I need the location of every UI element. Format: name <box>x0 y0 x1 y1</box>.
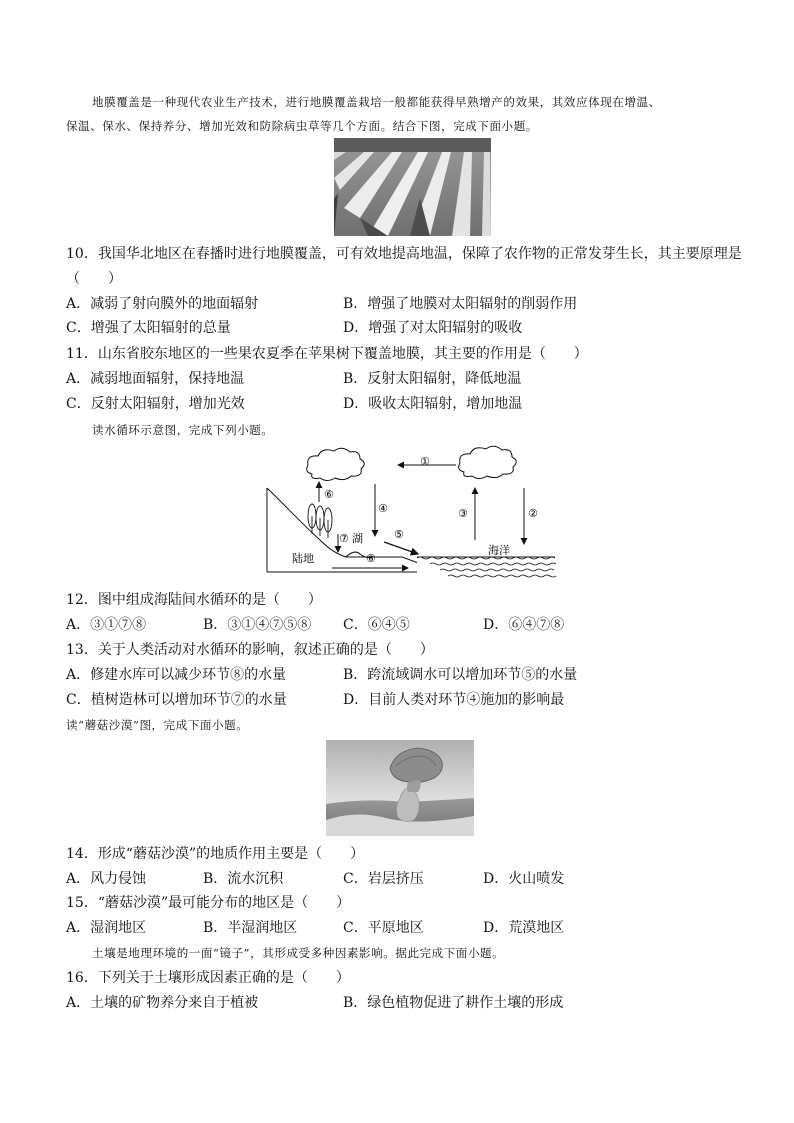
water-cycle-diagram <box>262 444 562 580</box>
intro-mulch-line2: 保温、保水、保持养分、增加光效和防除病虫草等几个方面。结合下图，完成下面小题。 <box>66 119 538 133</box>
q13-option-c[interactable]: C．植树造林可以增加环节⑦的水量 <box>66 692 287 708</box>
tree-icon <box>308 504 332 538</box>
q15-stem: 15．“蘑菇沙漠”最可能分布的地区是（ ） <box>66 895 351 911</box>
q13-option-d[interactable]: D．目前人类对环节④施加的影响最 <box>343 692 565 708</box>
q10-stem-line2: （ ） <box>66 271 122 287</box>
q12-option-d[interactable]: D．⑥④⑦⑧ <box>483 617 565 633</box>
q14-option-b[interactable]: B．流水沉积 <box>203 871 284 887</box>
intro-mushroom-rock: 读“蘑菇沙漠”图，完成下面小题。 <box>66 718 249 732</box>
label-lake: 湖 <box>352 532 363 545</box>
q16-option-a[interactable]: A．土壤的矿物养分来自于植被 <box>66 995 259 1011</box>
q12-option-a[interactable]: A．③①⑦⑧ <box>66 617 147 633</box>
q14-option-c[interactable]: C．岩层挤压 <box>343 871 424 887</box>
label-1: ① <box>420 455 430 468</box>
land-cloud <box>307 448 365 480</box>
q12-option-b[interactable]: B．③①④⑦⑤⑧ <box>203 617 312 633</box>
q14-stem: 14．形成“蘑菇沙漠”的地质作用主要是（ ） <box>66 846 365 862</box>
label-5: ⑤ <box>394 528 404 541</box>
q14-option-d[interactable]: D．火山喷发 <box>483 871 565 887</box>
mushroom-rock-photo <box>326 740 474 836</box>
plastic-mulch-field-photo <box>334 138 491 236</box>
q13-option-a[interactable]: A．修建水库可以减少环节⑧的水量 <box>66 667 287 683</box>
q12-stem: 12．图中组成海陆间水循环的是（ ） <box>66 592 322 608</box>
q11-option-c[interactable]: C．反射太阳辐射，增加光效 <box>66 396 245 412</box>
q11-option-a[interactable]: A．减弱地面辐射，保持地温 <box>66 371 245 387</box>
intro-mulch-line1: 地膜覆盖是一种现代农业生产技术，进行地膜覆盖栽培一般都能获得早熟增产的效果，其效应体现在增温、 <box>92 95 661 109</box>
q15-option-a[interactable]: A．湿润地区 <box>66 920 147 936</box>
q11-option-b[interactable]: B．反射太阳辐射，降低地温 <box>343 371 522 387</box>
q16-option-b[interactable]: B．绿色植物促进了耕作土壤的形成 <box>343 995 564 1011</box>
label-3: ③ <box>458 507 468 520</box>
q15-option-d[interactable]: D．荒漠地区 <box>483 920 565 936</box>
q13-stem: 13．关于人类活动对水循环的影响，叙述正确的是（ ） <box>66 642 434 658</box>
label-6: ⑥ <box>324 488 334 501</box>
q11-stem: 11．山东省胶东地区的一些果农夏季在苹果树下覆盖地膜，其主要的作用是（ ） <box>66 346 588 362</box>
q11-option-d[interactable]: D．吸收太阳辐射，增加地温 <box>343 396 523 412</box>
intro-water-cycle: 读水循环示意图，完成下列小题。 <box>92 423 274 437</box>
q10-option-b[interactable]: B．增强了地膜对太阳辐射的削弱作用 <box>343 296 578 312</box>
q16-stem: 16．下列关于土壤形成因素正确的是（ ） <box>66 970 350 986</box>
q13-option-b[interactable]: B．跨流域调水可以增加环节⑤的水量 <box>343 667 578 683</box>
label-land: 陆地 <box>292 552 314 565</box>
q12-option-c[interactable]: C．⑥④⑤ <box>343 617 410 633</box>
q10-option-d[interactable]: D．增强了对太阳辐射的吸收 <box>343 320 523 336</box>
label-ocean: 海洋 <box>488 544 510 557</box>
label-2: ② <box>528 507 538 520</box>
q10-option-a[interactable]: A．减弱了射向膜外的地面辐射 <box>66 296 259 312</box>
label-8: ⑧ <box>366 552 376 565</box>
intro-soil: 土壤是地理环境的一面“镜子”，其形成受多种因素影响。据此完成下面小题。 <box>92 946 505 960</box>
ocean-cloud <box>459 446 517 478</box>
q10-stem-line1: 10．我国华北地区在春播时进行地膜覆盖，可有效地提高地温，保障了农作物的正常发芽生长，其主要原理是 <box>66 246 742 262</box>
label-4: ④ <box>378 502 388 515</box>
q10-option-c[interactable]: C．增强了太阳辐射的总量 <box>66 320 231 336</box>
q15-option-b[interactable]: B．半湿润地区 <box>203 920 298 936</box>
label-7: ⑦ <box>339 532 349 545</box>
q14-option-a[interactable]: A．风力侵蚀 <box>66 871 147 887</box>
q15-option-c[interactable]: C．平原地区 <box>343 920 424 936</box>
